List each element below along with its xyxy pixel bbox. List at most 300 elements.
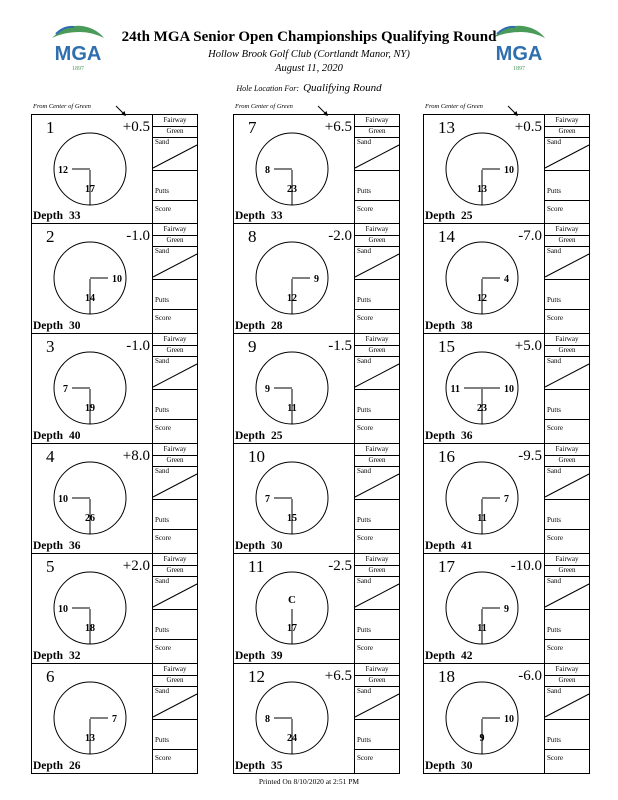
svg-text:1897: 1897 — [72, 66, 84, 72]
right-distance: 7 — [504, 494, 509, 505]
sand-field[interactable] — [545, 246, 589, 280]
hole-location-value: Qualifying Round — [303, 82, 382, 94]
sand-diagonal — [355, 246, 399, 279]
green-field[interactable]: Green — [355, 455, 399, 467]
left-distance: 7 — [265, 494, 270, 505]
putts-field[interactable] — [545, 719, 589, 750]
green-depth — [235, 430, 283, 442]
sand-field[interactable] — [545, 466, 589, 500]
sand-diagonal — [355, 137, 399, 170]
sand-label: Sand — [547, 138, 561, 146]
stats-box — [544, 444, 589, 553]
depth-label: Depth — [235, 320, 266, 332]
stats-box — [354, 554, 399, 663]
sand-field[interactable] — [153, 466, 197, 500]
fairway-field[interactable]: Fairway — [153, 554, 197, 566]
putts-label: Putts — [547, 736, 562, 744]
putts-field[interactable] — [153, 499, 197, 530]
hole-card — [233, 554, 400, 664]
depth-value: 35 — [271, 760, 283, 772]
front-distance: 23 — [287, 184, 297, 195]
front-distance: 13 — [477, 184, 487, 195]
pin-offset: -1.5 — [328, 338, 352, 354]
fairway-field[interactable]: Fairway — [153, 664, 197, 676]
left-distance: 8 — [265, 714, 270, 725]
sand-field[interactable] — [153, 137, 197, 171]
fairway-field[interactable]: Fairway — [545, 334, 589, 346]
score-field[interactable] — [545, 419, 589, 443]
hole-card — [31, 444, 198, 554]
score-label: Score — [357, 754, 373, 762]
fairway-field[interactable]: Fairway — [355, 334, 399, 346]
stats-box — [354, 444, 399, 553]
sand-diagonal — [355, 356, 399, 389]
sand-label: Sand — [155, 247, 169, 255]
green-diagram — [32, 444, 154, 554]
sand-label: Sand — [155, 467, 169, 475]
putts-field[interactable] — [153, 609, 197, 640]
sand-field[interactable] — [355, 686, 399, 720]
score-label: Score — [547, 314, 563, 322]
putts-label: Putts — [155, 296, 170, 304]
putts-field[interactable] — [153, 719, 197, 750]
sand-label: Sand — [547, 357, 561, 365]
green-depth — [235, 650, 283, 662]
sand-field[interactable] — [355, 576, 399, 610]
score-label: Score — [155, 314, 171, 322]
pin-center-marker: C — [288, 594, 296, 606]
green-diagram — [32, 664, 154, 774]
putts-label: Putts — [155, 626, 170, 634]
sand-diagonal — [545, 246, 589, 279]
score-label: Score — [155, 205, 171, 213]
score-field[interactable] — [545, 529, 589, 553]
hole-card — [233, 334, 400, 444]
depth-value: 26 — [69, 760, 81, 772]
score-field[interactable] — [355, 419, 399, 443]
score-label: Score — [155, 534, 171, 542]
depth-value: 25 — [271, 430, 283, 442]
stats-box — [544, 224, 589, 333]
green-diagram — [424, 554, 546, 664]
front-distance: 18 — [85, 623, 95, 634]
score-field[interactable] — [153, 309, 197, 333]
sand-diagonal — [153, 576, 197, 609]
front-distance: 17 — [287, 623, 297, 634]
score-label: Score — [357, 644, 373, 652]
score-label: Score — [155, 754, 171, 762]
green-diagram — [234, 334, 356, 444]
sand-diagonal — [153, 137, 197, 170]
green-diagram — [424, 115, 546, 225]
depth-label: Depth — [235, 650, 266, 662]
right-distance: 10 — [504, 384, 514, 395]
pin-offset: -1.0 — [126, 228, 150, 244]
hole-card — [233, 224, 400, 334]
green-field[interactable]: Green — [545, 565, 589, 577]
depth-value: 25 — [461, 210, 473, 222]
putts-field[interactable] — [153, 279, 197, 310]
front-distance: 11 — [477, 513, 487, 524]
hole-card — [423, 444, 590, 554]
stats-box — [152, 224, 197, 333]
sand-field[interactable] — [153, 576, 197, 610]
putts-label: Putts — [547, 296, 562, 304]
depth-label: Depth — [235, 760, 266, 772]
stats-box — [152, 554, 197, 663]
front-distance: 12 — [477, 293, 487, 304]
hole-card — [233, 444, 400, 554]
green-diagram — [424, 224, 546, 334]
front-distance: 9 — [479, 733, 485, 744]
left-distance: 8 — [265, 165, 270, 176]
sand-field[interactable] — [545, 576, 589, 610]
front-distance: 17 — [85, 184, 95, 195]
sand-label: Sand — [155, 687, 169, 695]
putts-field[interactable] — [545, 279, 589, 310]
fairway-field[interactable]: Fairway — [355, 554, 399, 566]
hole-card — [31, 664, 198, 774]
score-label: Score — [547, 644, 563, 652]
green-field[interactable]: Green — [153, 565, 197, 577]
sand-label: Sand — [357, 687, 371, 695]
fairway-field[interactable]: Fairway — [355, 664, 399, 676]
venue: Hollow Brook Golf Club (Cortlandt Manor, NY) — [208, 49, 410, 60]
green-field[interactable]: Green — [355, 675, 399, 687]
right-distance: 4 — [504, 274, 509, 285]
pin-offset: +8.0 — [122, 448, 150, 464]
score-label: Score — [357, 534, 373, 542]
green-depth — [33, 760, 81, 772]
sand-label: Sand — [547, 467, 561, 475]
depth-label: Depth — [235, 540, 266, 552]
hole-number: 11 — [248, 557, 265, 576]
depth-value: 36 — [69, 540, 81, 552]
depth-value: 38 — [461, 320, 473, 332]
sand-field[interactable] — [355, 356, 399, 390]
right-distance: 9 — [504, 604, 509, 615]
right-distance: 7 — [112, 714, 117, 725]
left-distance: 7 — [63, 384, 68, 395]
depth-label: Depth — [425, 760, 456, 772]
green-depth — [33, 320, 81, 332]
sand-label: Sand — [155, 577, 169, 585]
depth-label: Depth — [33, 760, 64, 772]
depth-label: Depth — [33, 650, 64, 662]
score-label: Score — [357, 314, 373, 322]
fairway-field[interactable]: Fairway — [545, 664, 589, 676]
score-label: Score — [547, 424, 563, 432]
green-field[interactable]: Green — [545, 675, 589, 687]
pin-offset: +6.5 — [324, 119, 352, 135]
date: August 11, 2020 — [275, 63, 343, 74]
green-depth — [33, 430, 81, 442]
score-label: Score — [547, 754, 563, 762]
sand-label: Sand — [155, 357, 169, 365]
printed-timestamp: Printed On 8/10/2020 at 2:51 PM — [258, 777, 360, 786]
hole-number: 1 — [46, 118, 55, 137]
left-distance: 12 — [58, 165, 68, 176]
stats-box — [354, 664, 399, 773]
fairway-field[interactable]: Fairway — [545, 554, 589, 566]
pin-offset: +6.5 — [324, 668, 352, 684]
score-field[interactable] — [355, 639, 399, 663]
stats-box — [152, 664, 197, 773]
hole-number: 3 — [46, 337, 55, 356]
front-distance: 13 — [85, 733, 95, 744]
hole-card — [423, 554, 590, 664]
green-diagram — [424, 664, 546, 774]
sand-diagonal — [355, 466, 399, 499]
green-field[interactable]: Green — [355, 235, 399, 247]
score-label: Score — [547, 534, 563, 542]
hole-number: 14 — [438, 227, 455, 246]
green-depth — [33, 650, 81, 662]
stats-box — [354, 115, 399, 224]
green-diagram — [234, 444, 356, 554]
hole-location-label: Hole Location For: — [236, 84, 300, 93]
depth-value: 41 — [461, 540, 473, 552]
pin-offset: -2.0 — [328, 228, 352, 244]
putts-label: Putts — [357, 406, 372, 414]
fairway-field[interactable]: Fairway — [545, 444, 589, 456]
score-field[interactable] — [355, 529, 399, 553]
fairway-field[interactable]: Fairway — [153, 224, 197, 236]
front-distance: 14 — [85, 293, 95, 304]
sand-diagonal — [153, 686, 197, 719]
green-field[interactable]: Green — [153, 235, 197, 247]
green-field[interactable]: Green — [545, 126, 589, 138]
green-field[interactable]: Green — [153, 455, 197, 467]
putts-field[interactable] — [153, 389, 197, 420]
score-field[interactable] — [153, 639, 197, 663]
green-diagram — [234, 664, 356, 774]
sand-label: Sand — [357, 247, 371, 255]
green-depth — [235, 760, 283, 772]
green-field[interactable]: Green — [545, 345, 589, 357]
hole-number: 17 — [438, 557, 455, 576]
score-field[interactable] — [355, 200, 399, 224]
sand-label: Sand — [357, 577, 371, 585]
score-field[interactable] — [545, 639, 589, 663]
hole-number: 10 — [248, 447, 265, 466]
putts-field[interactable] — [355, 170, 399, 201]
putts-field[interactable] — [355, 609, 399, 640]
putts-field[interactable] — [355, 499, 399, 530]
fairway-field[interactable]: Fairway — [153, 334, 197, 346]
pin-offset: +2.0 — [122, 558, 150, 574]
pin-offset: +0.5 — [122, 119, 150, 135]
hole-number: 15 — [438, 337, 455, 356]
score-field[interactable] — [153, 419, 197, 443]
fairway-field[interactable]: Fairway — [153, 444, 197, 456]
sand-diagonal — [545, 686, 589, 719]
sand-diagonal — [355, 576, 399, 609]
sand-field[interactable] — [355, 466, 399, 500]
sand-field[interactable] — [355, 246, 399, 280]
green-diagram — [424, 334, 546, 444]
green-depth — [33, 540, 81, 552]
putts-label: Putts — [547, 187, 562, 195]
putts-label: Putts — [155, 516, 170, 524]
putts-label: Putts — [155, 736, 170, 744]
score-field[interactable] — [355, 309, 399, 333]
sand-label: Sand — [547, 577, 561, 585]
depth-value: 33 — [271, 210, 283, 222]
green-field[interactable]: Green — [355, 565, 399, 577]
score-field[interactable] — [153, 200, 197, 224]
depth-value: 36 — [461, 430, 473, 442]
depth-value: 39 — [271, 650, 283, 662]
depth-value: 30 — [461, 760, 473, 772]
depth-value: 30 — [271, 540, 283, 552]
green-field[interactable]: Green — [355, 126, 399, 138]
from-center-label: From Center of Green — [33, 103, 91, 110]
depth-label: Depth — [425, 650, 456, 662]
sand-label: Sand — [547, 247, 561, 255]
depth-label: Depth — [33, 320, 64, 332]
green-depth — [235, 320, 283, 332]
sand-diagonal — [153, 356, 197, 389]
sand-field[interactable] — [153, 246, 197, 280]
depth-label: Depth — [235, 430, 266, 442]
front-distance: 19 — [85, 403, 95, 414]
score-field[interactable] — [153, 529, 197, 553]
putts-field[interactable] — [355, 719, 399, 750]
hole-card — [31, 554, 198, 664]
green-field[interactable]: Green — [153, 345, 197, 357]
pin-offset: -1.0 — [126, 338, 150, 354]
hole-number: 18 — [438, 667, 455, 686]
right-distance: 10 — [504, 714, 514, 725]
fairway-field[interactable]: Fairway — [355, 444, 399, 456]
depth-value: 40 — [69, 430, 81, 442]
green-field[interactable]: Green — [153, 675, 197, 687]
depth-value: 28 — [271, 320, 283, 332]
putts-field[interactable] — [545, 609, 589, 640]
left-distance: 11 — [450, 384, 460, 395]
hole-card — [423, 224, 590, 334]
sand-field[interactable] — [355, 137, 399, 171]
front-distance: 24 — [287, 733, 297, 744]
putts-label: Putts — [357, 516, 372, 524]
green-diagram — [234, 224, 356, 334]
green-diagram — [234, 115, 356, 225]
sand-diagonal — [355, 686, 399, 719]
depth-value: 33 — [69, 210, 81, 222]
green-depth — [425, 760, 473, 772]
depth-label: Depth — [235, 210, 266, 222]
stats-box — [152, 444, 197, 553]
score-field[interactable] — [153, 749, 197, 773]
depth-label: Depth — [425, 320, 456, 332]
depth-label: Depth — [33, 210, 64, 222]
pin-offset: -10.0 — [510, 558, 542, 574]
putts-label: Putts — [547, 516, 562, 524]
depth-label: Depth — [425, 210, 456, 222]
depth-value: 42 — [461, 650, 473, 662]
fairway-field[interactable]: Fairway — [355, 224, 399, 236]
green-diagram — [32, 334, 154, 444]
putts-field[interactable] — [545, 389, 589, 420]
sand-label: Sand — [547, 687, 561, 695]
sand-diagonal — [153, 246, 197, 279]
green-field[interactable]: Green — [545, 455, 589, 467]
score-field[interactable] — [545, 749, 589, 773]
score-label: Score — [357, 424, 373, 432]
from-center-label: From Center of Green — [425, 103, 483, 110]
pin-offset: -9.5 — [518, 448, 542, 464]
left-distance: 10 — [58, 494, 68, 505]
stats-box — [354, 334, 399, 443]
sand-field[interactable] — [153, 356, 197, 390]
left-distance: 10 — [58, 604, 68, 615]
green-diagram — [424, 444, 546, 554]
fairway-field[interactable]: Fairway — [153, 115, 197, 127]
putts-field[interactable] — [153, 170, 197, 201]
sand-field[interactable] — [545, 137, 589, 171]
green-depth — [425, 320, 473, 332]
sand-field[interactable] — [545, 686, 589, 720]
fairway-field[interactable]: Fairway — [545, 115, 589, 127]
putts-label: Putts — [357, 296, 372, 304]
stats-box — [354, 224, 399, 333]
depth-value: 30 — [69, 320, 81, 332]
green-depth — [33, 210, 81, 222]
hole-number: 2 — [46, 227, 55, 246]
score-field[interactable] — [545, 309, 589, 333]
putts-field[interactable] — [545, 499, 589, 530]
putts-field[interactable] — [545, 170, 589, 201]
sand-label: Sand — [357, 138, 371, 146]
hole-card — [31, 114, 198, 224]
putts-label: Putts — [547, 626, 562, 634]
green-field[interactable]: Green — [153, 126, 197, 138]
stats-box — [544, 664, 589, 773]
svg-text:MGA: MGA — [495, 43, 543, 65]
stats-box — [544, 554, 589, 663]
score-field[interactable] — [355, 749, 399, 773]
putts-label: Putts — [155, 187, 170, 195]
stats-box — [544, 334, 589, 443]
fairway-field[interactable]: Fairway — [355, 115, 399, 127]
green-field[interactable]: Green — [355, 345, 399, 357]
pin-offset: +0.5 — [514, 119, 542, 135]
sand-diagonal — [153, 466, 197, 499]
putts-field[interactable] — [355, 389, 399, 420]
right-distance: 10 — [504, 165, 514, 176]
pin-offset: +5.0 — [514, 338, 542, 354]
hole-number: 7 — [248, 118, 257, 137]
pin-offset: -2.5 — [328, 558, 352, 574]
sand-label: Sand — [357, 467, 371, 475]
sand-field[interactable] — [153, 686, 197, 720]
stats-box — [152, 334, 197, 443]
page-title: 24th MGA Senior Open Championships Qualifying Round — [121, 29, 497, 45]
green-field[interactable]: Green — [545, 235, 589, 247]
sand-field[interactable] — [545, 356, 589, 390]
fairway-field[interactable]: Fairway — [545, 224, 589, 236]
putts-label: Putts — [357, 187, 372, 195]
right-distance: 9 — [314, 274, 319, 285]
hole-number: 6 — [46, 667, 55, 686]
sand-diagonal — [545, 576, 589, 609]
score-field[interactable] — [545, 200, 589, 224]
hole-card — [423, 334, 590, 444]
putts-field[interactable] — [355, 279, 399, 310]
right-distance: 10 — [112, 274, 122, 285]
score-label: Score — [155, 644, 171, 652]
